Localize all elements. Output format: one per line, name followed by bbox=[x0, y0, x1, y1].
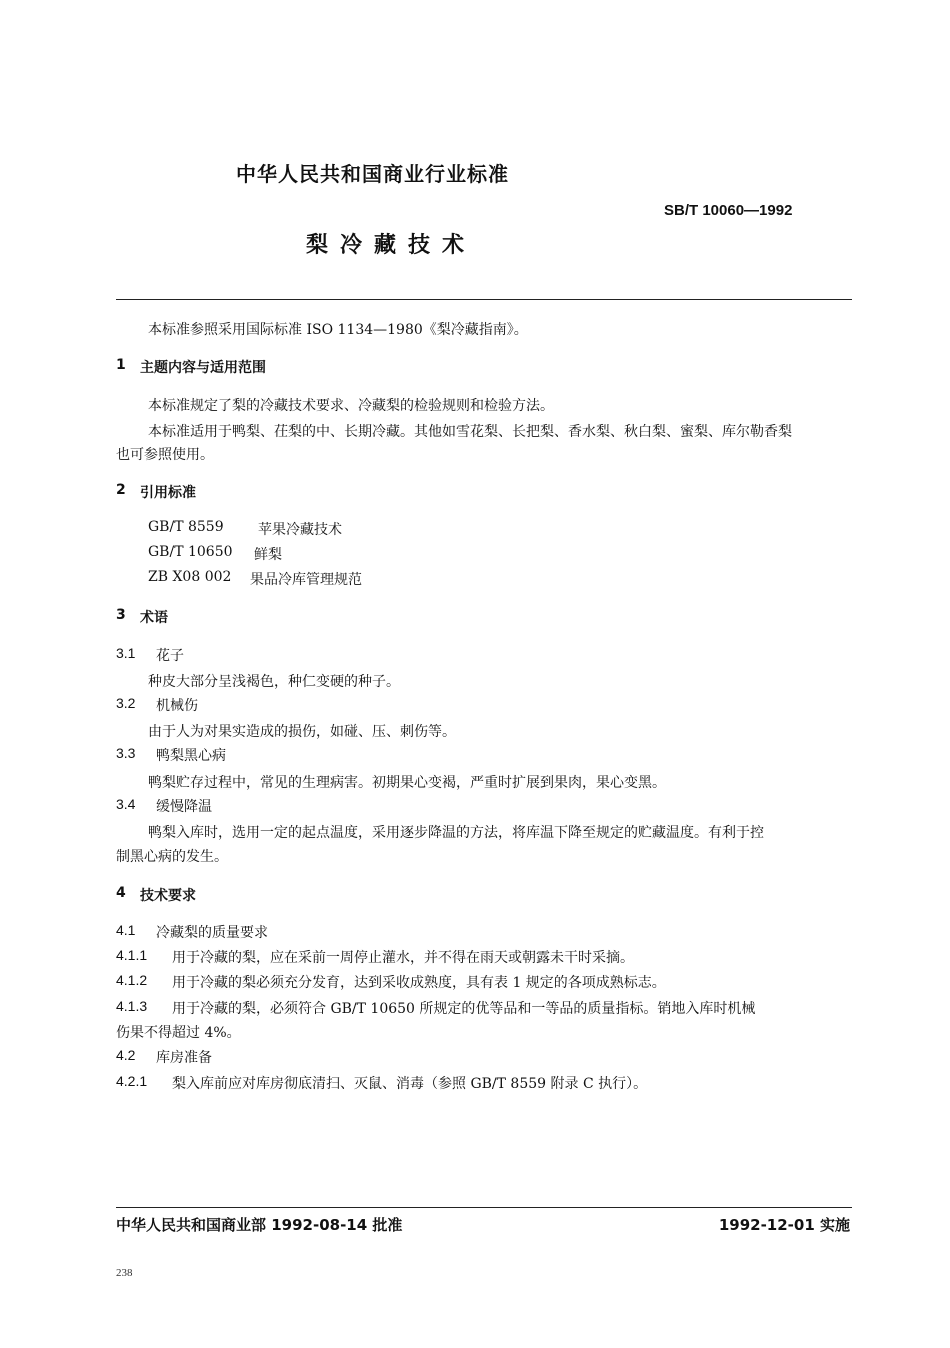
clause-number: 4.2 bbox=[116, 1047, 136, 1063]
section-4-number: 4 bbox=[116, 885, 126, 901]
clause-text: 库房准备 bbox=[156, 1050, 212, 1066]
clause-number: 4.1.2 bbox=[116, 972, 148, 988]
clause-text: 用于冷藏的梨，应在采前一周停止灌水，并不得在雨天或朝露未干时采摘。 bbox=[172, 950, 634, 966]
term-definition: 鸭梨贮存过程中，常见的生理病害。初期果心变褐，严重时扩展到果肉，果心变黑。 bbox=[148, 775, 666, 791]
section-1-number: 1 bbox=[116, 357, 126, 373]
ref-title: 果品冷库管理规范 bbox=[250, 572, 362, 588]
term-number: 3.3 bbox=[116, 745, 136, 761]
term-definition: 种皮大部分呈浅褐色，种仁变硬的种子。 bbox=[148, 674, 400, 690]
page-number: 238 bbox=[116, 1267, 133, 1279]
clause-number: 4.1.3 bbox=[116, 998, 148, 1014]
term-number: 3.1 bbox=[116, 645, 136, 661]
ref-title: 鲜梨 bbox=[254, 547, 282, 563]
clause-text: 梨入库前应对库房彻底清扫、灭鼠、消毒（参照 GB/T 8559 附录 C 执行）。 bbox=[172, 1076, 648, 1092]
clause-number: 4.2.1 bbox=[116, 1073, 148, 1089]
ref-code: ZB X08 002 bbox=[148, 569, 232, 585]
issuing-body-title: 中华人民共和国商业行业标准 bbox=[236, 162, 509, 186]
ref-code: GB/T 10650 bbox=[148, 544, 233, 560]
approval-line: 中华人民共和国商业部 1992-08-14 批准 bbox=[116, 1216, 403, 1234]
section-2-heading: 引用标准 bbox=[140, 485, 196, 501]
section-1-paragraph-2: 本标准适用于鸭梨、茌梨的中、长期冷藏。其他如雪花梨、长把梨、香水梨、秋白梨、蜜梨、库尔勒香梨 bbox=[148, 424, 792, 440]
section-3-number: 3 bbox=[116, 607, 126, 623]
intro-paragraph: 本标准参照采用国际标准 ISO 1134—1980《梨冷藏指南》。 bbox=[148, 322, 528, 338]
ref-title: 苹果冷藏技术 bbox=[258, 522, 342, 538]
term-name: 鸭梨黑心病 bbox=[156, 748, 226, 764]
term-name: 机械伤 bbox=[156, 698, 198, 714]
standard-code: SB/T 10060—1992 bbox=[664, 202, 793, 219]
effective-date: 1992-12-01 实施 bbox=[718, 1216, 850, 1234]
section-2-number: 2 bbox=[116, 482, 126, 498]
clause-number: 4.1 bbox=[116, 922, 136, 938]
term-number: 3.2 bbox=[116, 695, 136, 711]
section-1-paragraph-1: 本标准规定了梨的冷藏技术要求、冷藏梨的检验规则和检验方法。 bbox=[148, 398, 554, 414]
term-definition: 由于人为对果实造成的损伤，如碰、压、刺伤等。 bbox=[148, 724, 456, 740]
document-title: 梨冷藏技术 bbox=[306, 233, 477, 258]
term-name: 缓慢降温 bbox=[156, 799, 212, 815]
term-definition-cont: 制黑心病的发生。 bbox=[116, 849, 228, 865]
term-number: 3.4 bbox=[116, 796, 136, 812]
clause-text: 冷藏梨的质量要求 bbox=[156, 925, 268, 941]
clause-text: 用于冷藏的梨必须充分发育，达到采收成熟度，具有表 1 规定的各项成熟标志。 bbox=[172, 975, 666, 991]
section-4-heading: 技术要求 bbox=[140, 888, 196, 904]
section-3-heading: 术语 bbox=[140, 610, 168, 626]
header-divider bbox=[116, 299, 852, 300]
footer-divider bbox=[116, 1207, 852, 1208]
term-name: 花子 bbox=[156, 648, 184, 664]
clause-text-cont: 伤果不得超过 4%。 bbox=[116, 1025, 241, 1041]
section-1-heading: 主题内容与适用范围 bbox=[140, 360, 266, 376]
clause-number: 4.1.1 bbox=[116, 947, 148, 963]
term-definition: 鸭梨入库时，选用一定的起点温度，采用逐步降温的方法，将库温下降至规定的贮藏温度。有利于控 bbox=[148, 825, 764, 841]
clause-text: 用于冷藏的梨，必须符合 GB/T 10650 所规定的优等品和一等品的质量指标。销地入库时机械 bbox=[172, 1001, 756, 1017]
ref-code: GB/T 8559 bbox=[148, 519, 224, 535]
section-1-paragraph-2-cont: 也可参照使用。 bbox=[116, 447, 214, 463]
